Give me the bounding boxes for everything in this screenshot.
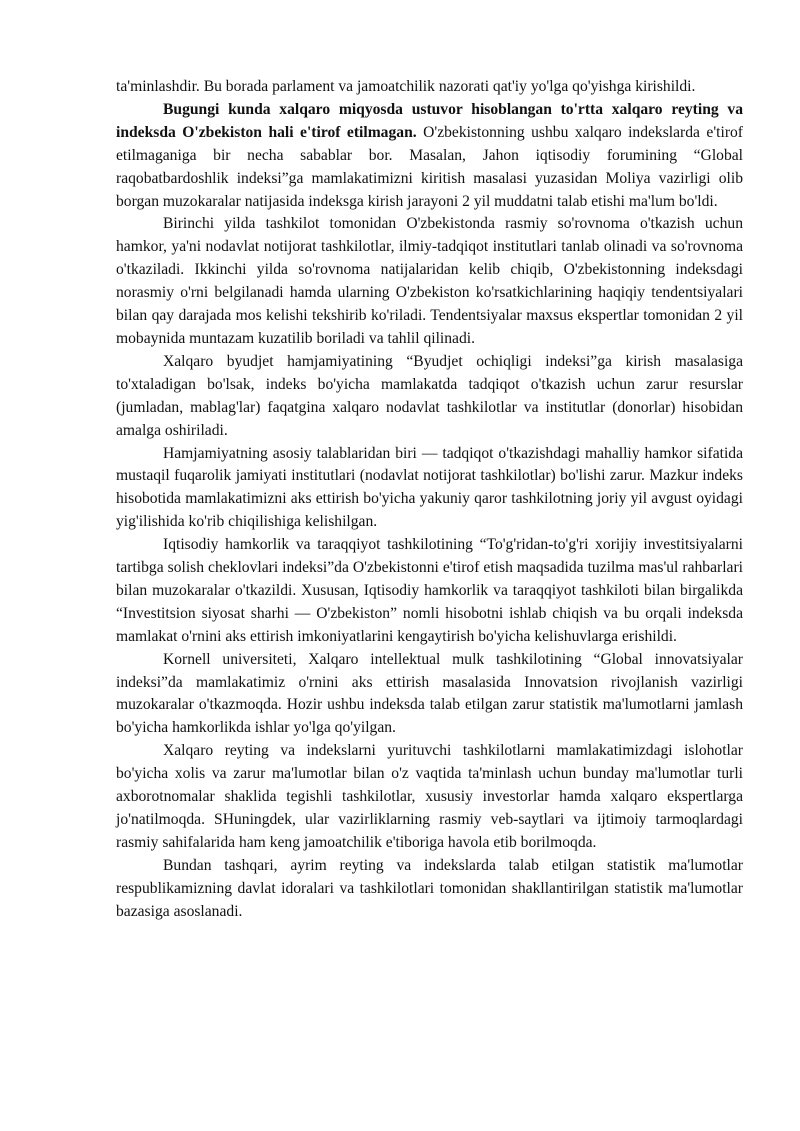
paragraph [116, 855, 743, 924]
paragraph-text: O'zbekistonning ushbu xalqaro indekslarda e'tirof etilmaganiga bir necha sabablar bor. Masalan, Jahon iqtisodiy forumining “Global raqobatbardoshlik indeksi”ga mamlakatimizni kiritish masalasi yuzasidan Moliya vazirligi olib borgan muzokaralar natijasida indeksga kirish jarayoni 2 yil muddatni talab etishi ma'lum bo'ldi. [116, 123, 743, 210]
paragraph [116, 443, 743, 535]
paragraph [116, 351, 743, 443]
paragraph [116, 649, 743, 741]
paragraph-text: Iqtisodiy hamkorlik va taraqqiyot tashkilotining “To'g'ridan-to'g'ri xorijiy investitsiyalarni tartibga solish cheklovlari indeksi”da O'zbekistonni e'tirof etish maqsadida tuzilma mas'ul rahbarlari bilan muzokaralar o'tkazildi. Xususan, Iqtisodiy hamkorlik va taraqqiyot tashkiloti bilan birgalikda “Investitsion siyosat sharhi — O'zbekiston” nomli hisobotni ishlab chiqish va bu orqali indeksda mamlakat o'rnini aks ettirish imkoniyatlarini kengaytirish bo'yicha kelishuvlarga erishildi. [116, 536, 743, 645]
paragraph-text: ta'minlashdir. Bu borada parlament va jamoatchilik nazorati qat'iy yo'lga qo'yishga kirishildi. [116, 78, 696, 95]
paragraph-text: Xalqaro byudjet hamjamiyatining “Byudjet ochiqligi indeksi”ga kirish masalasiga to'xtaladigan bo'lsak, indeks bo'yicha mamlakatda tadqiqot o'tkazish uchun zarur resurslar (jumladan, mablag'lar) faqatgina xalqaro nodavlat tashkilotlar va institutlar (donorlar) hisobidan amalga oshiriladi. [116, 352, 743, 439]
paragraph-text: Kornell universiteti, Xalqaro intellektual mulk tashkilotining “Global innovatsiyalar indeksi”da mamlakatimiz o'rnini aks ettirish masalasida Innovatsion rivojlanish vazirligi muzokaralar o'tkazmoqda. Hozir ushbu indeksda talab etilgan zarur statistik ma'lumotlarni jamlash bo'yicha hamkorlikda ishlar yo'lga qo'yilgan. [116, 650, 743, 737]
paragraph-text: Hamjamiyatning asosiy talablaridan biri — tadqiqot o'tkazishdagi mahalliy hamkor sifatida mustaqil fuqarolik jamiyati institutlari (nodavlat notijorat tashkilotlar) bo'lishi zarur. Mazkur indeks hisobotida mamlakatimizni aks ettirish bo'yicha yakuniy qaror tashkilotning joriy yil avgust oyidagi yig'ilishida ko'rib chiqilishiga kelishilgan. [116, 444, 743, 531]
paragraph [116, 213, 743, 350]
paragraph-text: Birinchi yilda tashkilot tomonidan O'zbekistonda rasmiy so'rovnoma o'tkazish uchun hamkor, ya'ni nodavlat notijorat tashkilotlar, ilmiy-tadqiqot institutlari tanlab olinadi va so'rovnoma o'tkaziladi. Ikkinchi yilda so'rovnoma natijalaridan kelib chiqib, O'zbekistonning indeksdagi norasmiy o'rni belgilanadi hamda ularning O'zbekiston ko'rsatkichlarining haqiqiy tendentsiyalari bilan qay darajada mos kelishi tekshirib ko'riladi. Tendentsiyalar maxsus ekspertlar tomonidan 2 yil mobaynida muntazam kuzatilib boriladi va tahlil qilinadi. [116, 215, 743, 347]
paragraph-bold-lead: Bugungi kunda xalqaro miqyosda ustuvor hisoblangan to'rtta xalqaro reyting va indeksda O'zbekiston hali e'tirof etilmagan. [116, 100, 743, 141]
paragraph-text: Bundan tashqari, ayrim reyting va indekslarda talab etilgan statistik ma'lumotlar respublikamizning davlat idoralari va tashkilotlari tomonidan shakllantirilgan statistik ma'lumotlar bazasiga asoslanadi. [116, 856, 743, 920]
paragraph-continuation [116, 76, 743, 99]
paragraph [116, 534, 743, 649]
document-page [116, 76, 743, 924]
paragraph-highlight [116, 99, 743, 214]
paragraph-text: Xalqaro reyting va indekslarni yurituvchi tashkilotlarni mamlakatimizdagi islohotlar bo'yicha xolis va zarur ma'lumotlar bilan o'z vaqtida ta'minlash uchun bunday ma'lumotlar turli axborotnomalar shaklida tegishli tashkilotlar, xususiy investorlar hamda xalqaro ekspertlarga jo'natilmoqda. SHuningdek, ular vazirliklarning rasmiy veb-saytlari va ijtimoiy tarmoqlardagi rasmiy sahifalarida ham keng jamoatchilik e'tiboriga havola etib borilmoqda. [116, 742, 743, 851]
paragraph [116, 740, 743, 855]
